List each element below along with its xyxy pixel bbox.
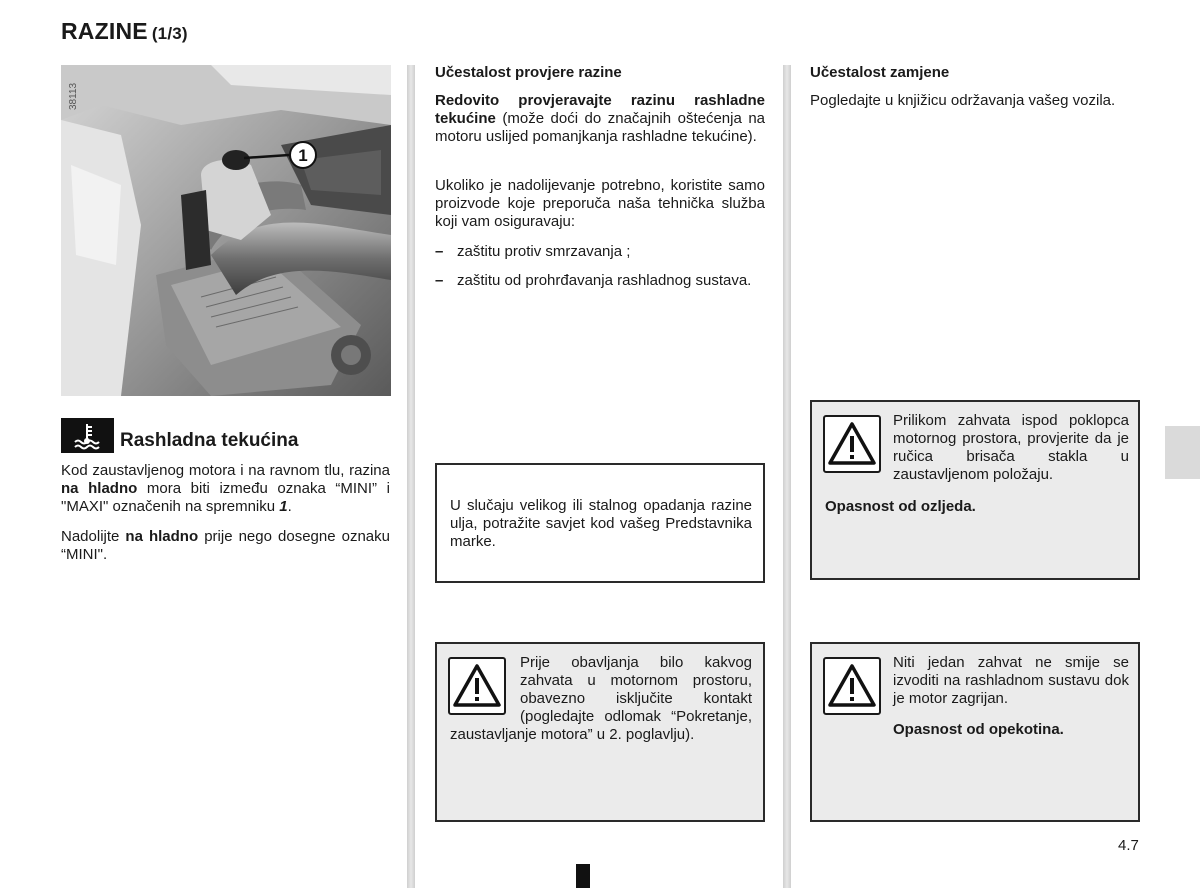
replacement-frequency-paragraph: Pogledajte u knjižicu održavanja vašeg vozila. xyxy=(810,92,1116,109)
coolant-p2-text-a: Nadolijte xyxy=(61,528,126,545)
list-text: zaštitu od prohrđavanja rashladnog sustava. xyxy=(457,272,752,289)
coolant-paragraph-1 xyxy=(61,462,390,516)
column-separator-2 xyxy=(783,65,791,888)
wiper-warning-box xyxy=(810,400,1140,580)
wiper-warning-text: Prilikom zahvata ispod poklopca motornog prostora, provjerite da je ručica brisača stakla u zaustavljenom položaju. xyxy=(893,412,1129,483)
coolant-p2-bold: na hladno xyxy=(125,528,199,545)
photo-code-text: 38113 xyxy=(68,82,79,110)
photo-code xyxy=(64,72,80,112)
chapter-tab xyxy=(1165,426,1200,479)
check-frequency-p1-rest: (može doći do značajnih oštećenja na motoru uslijed pomanjkanja rashladne tekućine). xyxy=(435,110,765,145)
warning-triangle-icon xyxy=(823,657,881,715)
list-dash: – xyxy=(435,272,444,289)
page-title xyxy=(61,18,188,45)
coolant-p2-text-c: prije nego dosegne oznaku “MINI". xyxy=(61,528,390,563)
coolant-heading: Rashladna tekućina xyxy=(120,430,299,451)
engine-bay-photo xyxy=(61,65,391,396)
coolant-paragraph-2 xyxy=(61,528,390,564)
check-frequency-p1-bold: Redovito provjeravajte razinu rashladne tekućine xyxy=(435,92,765,127)
hot-engine-warning-text: Niti jedan zahvat ne smije se izvoditi na rashladnom sustavu dok je motor zagrijan. xyxy=(893,654,1129,707)
injury-danger-label: Opasnost od ozljeda. xyxy=(825,498,976,515)
hot-engine-warning-box xyxy=(810,642,1140,822)
burn-danger-label: Opasnost od opekotina. xyxy=(893,721,1064,738)
replacement-frequency-heading: Učestalost zamjene xyxy=(810,64,950,81)
oil-note-box xyxy=(435,463,765,583)
column-separator-1 xyxy=(407,65,415,888)
page-title-main: RAZINE xyxy=(61,18,148,44)
warning-triangle-icon xyxy=(823,415,881,473)
coolant-p1-text-a: Kod zaustavljenog motora i na ravnom tlu, razina xyxy=(61,462,390,479)
list-item xyxy=(435,243,765,261)
photo-callout-label: 1 xyxy=(298,146,308,165)
ignition-warning-text xyxy=(450,654,752,744)
coolant-temperature-icon xyxy=(61,418,114,453)
list-dash: – xyxy=(435,243,444,260)
coolant-p1-text-e: . xyxy=(287,498,292,515)
list-text: zaštitu protiv smrzavanja ; xyxy=(457,243,631,260)
check-frequency-paragraph-2: Ukoliko je nadolijevanje potrebno, koristite samo proizvode koje preporuča naša tehnička služba koji vam osiguravaju: xyxy=(435,177,765,230)
coolant-p1-bold: na hladno xyxy=(61,480,138,497)
page-title-sub: (1/3) xyxy=(151,24,188,43)
coolant-p1-ref: 1 xyxy=(279,498,288,515)
coolant-p1-text-c: mora biti između oznaka “MINI” i "MAXI" označenih na spremniku xyxy=(61,480,390,515)
check-frequency-paragraph-1 xyxy=(435,92,765,146)
page-number: 4.7 xyxy=(1118,837,1139,854)
ignition-warning-box xyxy=(435,642,765,822)
oil-note-text: U slučaju velikog ili stalnog opadanja razine ulja, potražite savjet kod vašeg Predstavnika marke. xyxy=(450,497,752,550)
ignition-warning-body: Prije obavljanja bilo kakvog zahvata u motornom prostoru, obavezno isključite kontakt (pogledajte odlomak “Pokretanje, zaustavljanje motora” u 2. poglavlju). xyxy=(450,654,752,743)
page-edge-marker xyxy=(576,864,590,888)
check-frequency-heading: Učestalost provjere razine xyxy=(435,64,622,81)
list-item xyxy=(435,272,765,308)
